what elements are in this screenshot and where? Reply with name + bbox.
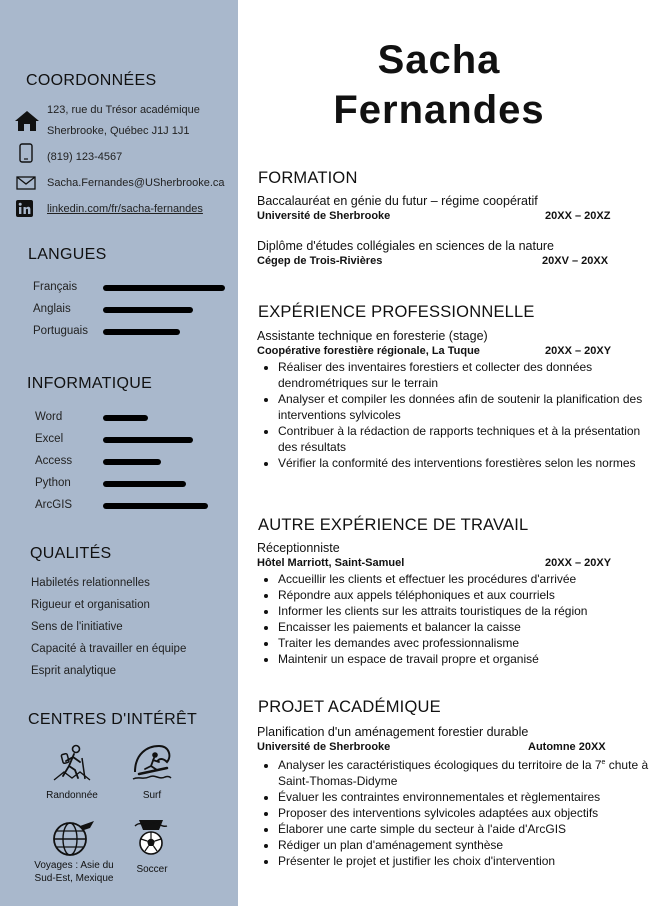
- qualities-title: QUALITÉS: [30, 545, 112, 562]
- software-label: Excel: [35, 433, 64, 445]
- email-link[interactable]: Sacha.Fernandes@USherbrooke.ca: [47, 177, 225, 189]
- bullet-item: • Informer les clients sur les attraits touristiques de la région: [278, 603, 650, 619]
- soccer-label: Soccer: [136, 864, 168, 875]
- education-title: FORMATION: [258, 169, 358, 187]
- quality-item: Sens de l'initiative: [31, 621, 123, 633]
- bullet-item: • Évaluer les contraintes environnementales et règlementaires: [278, 789, 650, 805]
- hiking-icon: [52, 742, 92, 782]
- language-label: Français: [33, 281, 78, 293]
- software-level-bar: [103, 415, 148, 421]
- software-level-bar: [103, 459, 161, 465]
- project-title: PROJET ACADÉMIQUE: [258, 698, 441, 716]
- project-org: Université de Sherbrooke: [257, 741, 391, 753]
- other-work-title: AUTRE EXPÉRIENCE DE TRAVAIL: [258, 516, 529, 534]
- email-icon: [16, 176, 36, 190]
- interests-title: CENTRES D'INTÉRÊT: [28, 711, 198, 728]
- software-label: Word: [35, 411, 63, 423]
- education-program-2: Diplôme d'études collégiales en sciences de la nature: [257, 239, 555, 253]
- quality-item: Habiletés relationnelles: [31, 577, 150, 589]
- name-last: Fernandes: [333, 88, 545, 132]
- education-school-2: Cégep de Trois-Rivières: [257, 255, 383, 267]
- project-bullets: [257, 755, 650, 869]
- computing-title: INFORMATIQUE: [27, 375, 153, 392]
- other-work-org: Hôtel Marriott, Saint-Samuel: [257, 557, 405, 569]
- phone-icon: [19, 143, 33, 163]
- bullet-item: • Analyser et compiler les données afin de soutenir la planification des interventions sylvicoles: [278, 391, 650, 423]
- project-role: Planification d'un aménagement forestier durable: [257, 725, 529, 739]
- main-content: [238, 0, 649, 906]
- experience-org: Coopérative forestière régionale, La Tuque: [257, 345, 480, 357]
- software-level-bar: [103, 437, 193, 443]
- home-icon: [14, 110, 40, 132]
- address-line1: 123, rue du Trésor académique: [47, 104, 200, 116]
- quality-item: Rigueur et organisation: [31, 599, 150, 611]
- experience-bullets: [257, 359, 650, 471]
- travel-globe-icon: [50, 818, 96, 858]
- software-level-bar: [103, 481, 186, 487]
- travel-label-line2: Sud-Est, Mexique: [34, 873, 114, 884]
- soccer-icon: [133, 816, 169, 856]
- experience-role: Assistante technique en foresterie (stage): [257, 329, 488, 343]
- phone-number: (819) 123-4567: [47, 151, 123, 163]
- bullet-item: • Proposer des interventions sylvicoles adaptées aux objectifs: [278, 805, 650, 821]
- project-bullet: • Analyser les caractéristiques écologiques du territoire de la 7e chute à Saint-Thomas-Didyme: [278, 755, 650, 789]
- language-level-bar: [103, 307, 193, 313]
- language-level-bar: [103, 329, 180, 335]
- address-line2: Sherbrooke, Québec J1J 1J1: [47, 125, 190, 137]
- bullet-item: • Contribuer à la rédaction de rapports techniques et à la présentation des résultats: [278, 423, 650, 455]
- bullet-item: • Réaliser des inventaires forestiers et collecter des données dendrométriques sur le terrain: [278, 359, 650, 391]
- language-label: Anglais: [33, 303, 71, 315]
- education-dates-2: 20XV – 20XX: [542, 255, 609, 267]
- linkedin-link[interactable]: linkedin.com/fr/sacha-fernandes: [47, 203, 203, 215]
- software-level-bar: [103, 503, 208, 509]
- bullet-item: • Accueillir les clients et effectuer les procédures d'arrivée: [278, 571, 650, 587]
- experience-dates: 20XX – 20XY: [545, 345, 612, 357]
- hiking-label: Randonnée: [46, 790, 98, 801]
- software-label: Access: [35, 455, 73, 467]
- software-label: ArcGIS: [35, 499, 73, 511]
- bullet-item: • Maintenir un espace de travail propre et organisé: [278, 651, 650, 667]
- surf-icon: [131, 742, 173, 782]
- other-work-dates: 20XX – 20XY: [545, 557, 612, 569]
- other-work-bullets: [257, 571, 650, 667]
- surf-label: Surf: [142, 790, 162, 801]
- software-label: Python: [35, 477, 71, 489]
- name-first: Sacha: [377, 38, 501, 82]
- bullet-item: • Élaborer une carte simple du secteur à l'aide d'ArcGIS: [278, 821, 650, 837]
- project-dates: Automne 20XX: [528, 741, 606, 753]
- education-program-1: Baccalauréat en génie du futur – régime coopératif: [257, 194, 538, 208]
- bullet-item: • Rédiger un plan d'aménagement synthèse: [278, 837, 650, 853]
- experience-title: EXPÉRIENCE PROFESSIONNELLE: [258, 303, 535, 321]
- languages-title: LANGUES: [28, 246, 107, 263]
- education-dates-1: 20XX – 20XZ: [545, 210, 611, 222]
- language-level-bar: [103, 285, 225, 291]
- linkedin-icon: [16, 200, 33, 217]
- bullet-item: • Répondre aux appels téléphoniques et aux courriels: [278, 587, 650, 603]
- other-work-role: Réceptionniste: [257, 541, 340, 555]
- quality-item: Capacité à travailler en équipe: [31, 643, 187, 655]
- language-label: Portuguais: [33, 325, 88, 337]
- bullet-item: • Encaisser les paiements et balancer la caisse: [278, 619, 650, 635]
- bullet-item: • Présenter le projet et justifier les choix d'intervention: [278, 853, 650, 869]
- contact-title: COORDONNÉES: [26, 72, 157, 89]
- education-school-1: Université de Sherbrooke: [257, 210, 391, 222]
- bullet-item: • Vérifier la conformité des interventions forestières selon les normes: [278, 455, 650, 471]
- quality-item: Esprit analytique: [31, 665, 117, 677]
- travel-label-line1: Voyages : Asie du: [34, 860, 114, 871]
- sidebar: [0, 0, 238, 906]
- bullet-item: • Traiter les demandes avec professionnalisme: [278, 635, 650, 651]
